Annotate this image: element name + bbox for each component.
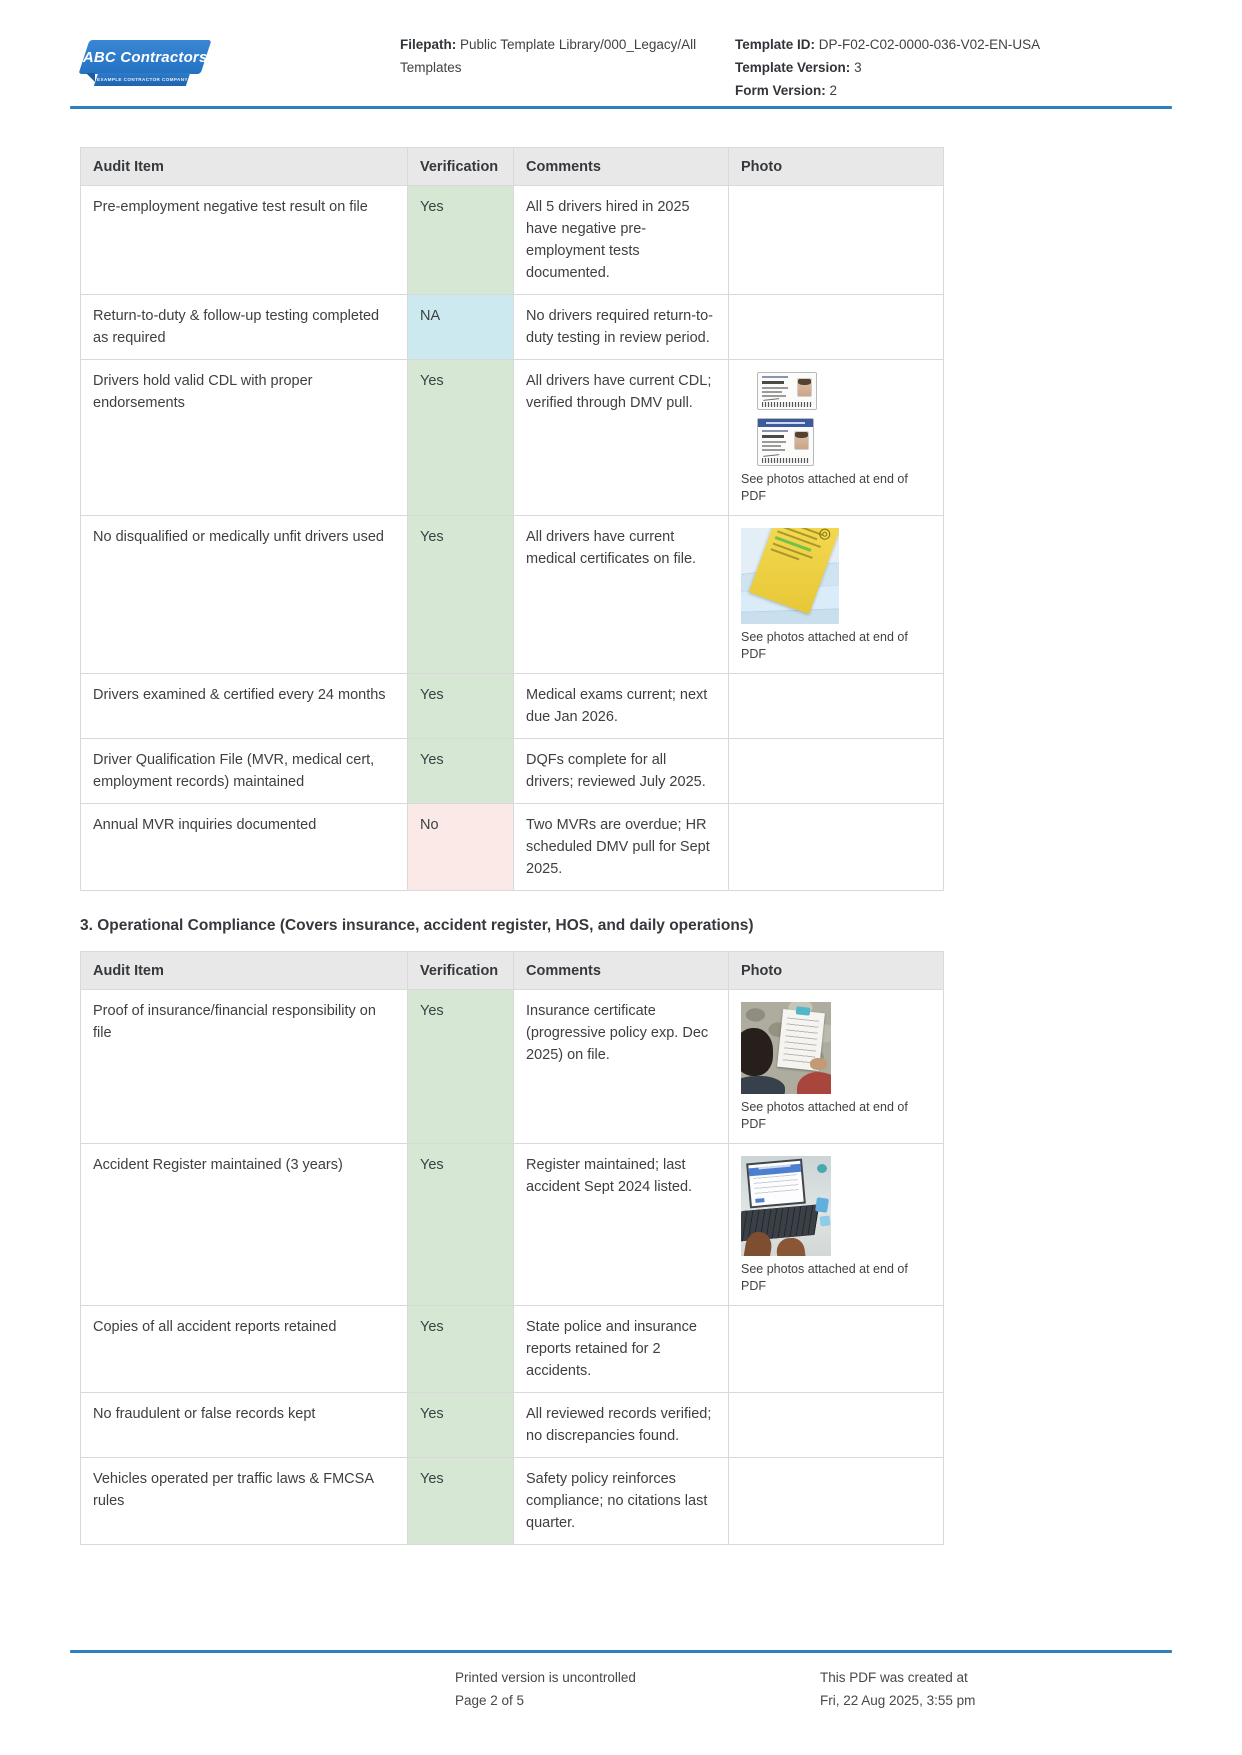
table-header-row bbox=[81, 148, 944, 186]
photo-caption: See photos attached at end of PDF bbox=[741, 1262, 908, 1293]
audit-item-cell: Drivers examined & certified every 24 months bbox=[81, 674, 408, 739]
audit-row bbox=[81, 1144, 944, 1306]
form-version-label: Form Version: bbox=[735, 82, 826, 98]
audit-row bbox=[81, 739, 944, 804]
driver-license-card-2 bbox=[757, 418, 814, 466]
driver-qualification-table bbox=[80, 147, 944, 891]
form-version-row bbox=[735, 80, 1075, 103]
comments-cell: Safety policy reinforces compliance; no citations last quarter. bbox=[514, 1458, 729, 1545]
audit-row bbox=[81, 990, 944, 1144]
audit-item-cell: No disqualified or medically unfit drivers used bbox=[81, 516, 408, 674]
comments-cell: All reviewed records verified; no discrepancies found. bbox=[514, 1393, 729, 1458]
verification-cell: Yes bbox=[408, 1144, 514, 1306]
logo-subtitle: EXAMPLE CONTRACTOR COMPANY bbox=[96, 77, 188, 82]
comments-cell: Register maintained; last accident Sept 2024 listed. bbox=[514, 1144, 729, 1306]
photo-cell bbox=[729, 516, 944, 674]
comments-cell: All 5 drivers hired in 2025 have negative pre-employment tests documented. bbox=[514, 186, 729, 295]
comments-cell: State police and insurance reports retained for 2 accidents. bbox=[514, 1306, 729, 1393]
verification-cell: Yes bbox=[408, 674, 514, 739]
audit-row bbox=[81, 1458, 944, 1545]
page-header bbox=[70, 28, 1172, 100]
medical-certificate-photo bbox=[741, 528, 839, 624]
photo-cell bbox=[729, 674, 944, 739]
audit-item-cell: Proof of insurance/financial responsibility on file bbox=[81, 990, 408, 1144]
license-portrait bbox=[794, 431, 809, 450]
column-header-verification: Verification bbox=[408, 148, 514, 186]
verification-cell: Yes bbox=[408, 1306, 514, 1393]
column-header-audit-item: Audit Item bbox=[81, 148, 408, 186]
comments-cell: No drivers required return-to-duty testing in review period. bbox=[514, 295, 729, 360]
photo-cell bbox=[729, 990, 944, 1144]
audit-item-cell: Return-to-duty & follow-up testing completed as required bbox=[81, 295, 408, 360]
cdl-license-photos bbox=[757, 372, 931, 466]
driver-license-card-1 bbox=[757, 372, 817, 410]
verification-cell: Yes bbox=[408, 360, 514, 516]
photo-caption: See photos attached at end of PDF bbox=[741, 472, 908, 503]
audit-row bbox=[81, 804, 944, 891]
template-version-value: 3 bbox=[854, 59, 862, 75]
verification-cell: Yes bbox=[408, 1458, 514, 1545]
audit-item-cell: Accident Register maintained (3 years) bbox=[81, 1144, 408, 1306]
filepath-info bbox=[400, 34, 700, 80]
operational-compliance-table bbox=[80, 951, 944, 1545]
audit-item-cell: No fraudulent or false records kept bbox=[81, 1393, 408, 1458]
photo-cell bbox=[729, 1144, 944, 1306]
audit-item-cell: Drivers hold valid CDL with proper endorsements bbox=[81, 360, 408, 516]
created-at-value: Fri, 22 Aug 2025, 3:55 pm bbox=[820, 1693, 976, 1708]
verification-cell: Yes bbox=[408, 186, 514, 295]
page-content bbox=[80, 147, 943, 1545]
photo-cell bbox=[729, 1393, 944, 1458]
audit-item-cell: Annual MVR inquiries documented bbox=[81, 804, 408, 891]
form-version-value: 2 bbox=[829, 82, 838, 98]
photo-caption: See photos attached at end of PDF bbox=[741, 630, 908, 661]
verification-cell: No bbox=[408, 804, 514, 891]
column-header-comments: Comments bbox=[514, 952, 729, 990]
photo-cell bbox=[729, 739, 944, 804]
photo-cell bbox=[729, 186, 944, 295]
footer-left bbox=[455, 1666, 636, 1712]
audit-row bbox=[81, 186, 944, 295]
insurance-certificate-photo bbox=[741, 1002, 831, 1094]
table-header-row bbox=[81, 952, 944, 990]
laptop-screen bbox=[746, 1159, 806, 1209]
photo-cell bbox=[729, 1306, 944, 1393]
license-barcode bbox=[762, 402, 812, 407]
filepath-label: Filepath: bbox=[400, 37, 457, 52]
comments-cell: Insurance certificate (progressive policy exp. Dec 2025) on file. bbox=[514, 990, 729, 1144]
column-header-comments: Comments bbox=[514, 148, 729, 186]
template-version-label: Template Version: bbox=[735, 59, 851, 75]
verification-cell: Yes bbox=[408, 516, 514, 674]
company-logo bbox=[74, 38, 212, 92]
filepath-value: Public Template Library/000_Legacy/All Templates bbox=[400, 37, 697, 75]
comments-cell: Two MVRs are overdue; HR scheduled DMV pull for Sept 2025. bbox=[514, 804, 729, 891]
template-id-label: Template ID: bbox=[735, 37, 816, 52]
audit-item-cell: Copies of all accident reports retained bbox=[81, 1306, 408, 1393]
typing-hand bbox=[775, 1236, 806, 1256]
template-version-row bbox=[735, 57, 1075, 80]
license-barcode bbox=[762, 458, 809, 463]
template-id-value: DP-F02-C02-0000-036-V02-EN-USA bbox=[818, 37, 1041, 52]
comments-cell: DQFs complete for all drivers; reviewed July 2025. bbox=[514, 739, 729, 804]
created-at-label: This PDF was created at bbox=[820, 1670, 968, 1685]
license-portrait bbox=[797, 378, 812, 397]
accident-register-photo bbox=[741, 1156, 831, 1256]
section-heading: 3. Operational Compliance (Covers insurance, accident register, HOS, and daily operations) bbox=[80, 917, 754, 934]
logo-title: ABC Contractors bbox=[82, 48, 208, 66]
column-header-verification: Verification bbox=[408, 952, 514, 990]
audit-row bbox=[81, 516, 944, 674]
template-id-row bbox=[735, 34, 1075, 57]
person-silhouette bbox=[741, 1028, 773, 1076]
uncontrolled-note: Printed version is uncontrolled bbox=[455, 1670, 636, 1685]
photo-caption: See photos attached at end of PDF bbox=[741, 1100, 908, 1131]
verification-cell: NA bbox=[408, 295, 514, 360]
verification-cell: Yes bbox=[408, 739, 514, 804]
comments-cell: Medical exams current; next due Jan 2026. bbox=[514, 674, 729, 739]
audit-item-cell: Pre-employment negative test result on file bbox=[81, 186, 408, 295]
column-header-photo: Photo bbox=[729, 952, 944, 990]
license-header-band bbox=[758, 419, 813, 427]
audit-row bbox=[81, 360, 944, 516]
template-meta bbox=[735, 34, 1075, 103]
page-number: Page 2 of 5 bbox=[455, 1693, 525, 1708]
audit-row bbox=[81, 295, 944, 360]
column-header-audit-item: Audit Item bbox=[81, 952, 408, 990]
audit-row bbox=[81, 1306, 944, 1393]
verification-cell: Yes bbox=[408, 1393, 514, 1458]
audit-item-cell: Driver Qualification File (MVR, medical cert, employment records) maintained bbox=[81, 739, 408, 804]
header-divider bbox=[70, 106, 1172, 109]
footer-right bbox=[820, 1666, 975, 1712]
photo-cell bbox=[729, 360, 944, 516]
photo-cell bbox=[729, 295, 944, 360]
photo-cell bbox=[729, 804, 944, 891]
photo-cell bbox=[729, 1458, 944, 1545]
audit-item-cell: Vehicles operated per traffic laws & FMCSA rules bbox=[81, 1458, 408, 1545]
comments-cell: All drivers have current medical certificates on file. bbox=[514, 516, 729, 674]
footer-divider bbox=[70, 1650, 1172, 1653]
column-header-photo: Photo bbox=[729, 148, 944, 186]
audit-row bbox=[81, 674, 944, 739]
audit-row bbox=[81, 1393, 944, 1458]
verification-cell: Yes bbox=[408, 990, 514, 1144]
comments-cell: All drivers have current CDL; verified through DMV pull. bbox=[514, 360, 729, 516]
